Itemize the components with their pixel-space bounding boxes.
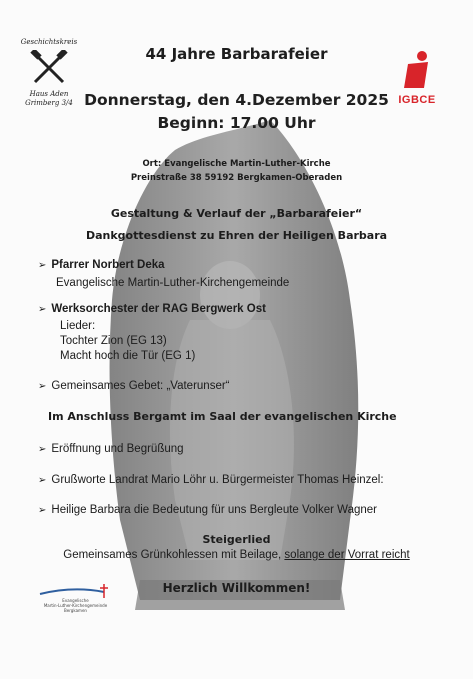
igbce-text: IGBCE <box>398 94 436 106</box>
program2-item-eroeffnung <box>38 443 184 455</box>
program2-item-eroeffnung-text: Eröffnung und Begrüßung <box>51 443 184 455</box>
arrow-right-icon: ➢ <box>38 505 47 516</box>
church-logo <box>38 584 113 620</box>
arrow-right-icon: ➢ <box>38 444 47 455</box>
program-item-pfarrer-sub: Evangelische Martin-Luther-Kirchengemeinde <box>56 277 290 289</box>
song-macht-hoch: Macht hoch die Tür (EG 1) <box>60 350 196 362</box>
program2-item-heilige-barbara-text: Heilige Barbara die Bedeutung für uns Bergleute Volker Wagner <box>51 504 377 516</box>
event-start-time: Beginn: 17.00 Uhr <box>157 114 316 132</box>
program-item-werksorchester-name: Werksorchester der RAG Bergwerk Ost <box>51 303 266 315</box>
arrow-right-icon: ➢ <box>38 260 47 271</box>
meal-text: Gemeinsames Grünkohlessen mit Beilage, <box>63 549 285 561</box>
meal-line <box>0 549 473 561</box>
steigerlied: Steigerlied <box>202 533 271 546</box>
program2-item-heilige-barbara <box>38 504 377 516</box>
song-tochter-zion: Tochter Zion (EG 13) <box>60 335 167 347</box>
arrow-right-icon: ➢ <box>38 381 47 392</box>
program-item-werksorchester <box>38 303 266 315</box>
section-subtitle-dankgottesdienst: Dankgottesdienst zu Ehren der Heiligen Barbara <box>85 229 388 242</box>
program2-item-grussworte-text: Grußworte Landrat Mario Löhr u. Bürgermeister Thomas Heinzel: <box>51 474 384 486</box>
event-date: Donnerstag, den 4.Dezember 2025 <box>84 91 389 109</box>
section-title-bergamt: Im Anschluss Bergamt im Saal der evangelischen Kirche <box>48 410 397 423</box>
section-title-gestaltung: Gestaltung & Verlauf der „Barbarafeier“ <box>110 207 363 220</box>
location-line1: Ort: Evangelische Martin-Luther-Kirche <box>142 159 331 169</box>
church-logo-line3: Bergkamen <box>64 608 87 613</box>
program-item-pfarrer <box>38 259 165 271</box>
arrow-right-icon: ➢ <box>38 475 47 486</box>
meal-underlined-text: solange der Vorrat reicht <box>284 549 410 561</box>
welcome-text: Herzlich Willkommen! <box>162 581 311 595</box>
logo-bottom-line1: Haus Aden <box>29 90 69 98</box>
event-title: 44 Jahre Barbarafeier <box>145 45 328 63</box>
arrow-right-icon: ➢ <box>38 304 47 315</box>
program-item-pfarrer-name: Pfarrer Norbert Deka <box>51 259 165 271</box>
location-line2: Preinstraße 38 59192 Bergkamen-Oberaden <box>130 173 343 183</box>
church-logo-line2: Martin-Luther-Kirchengemeinde <box>43 603 108 608</box>
program2-item-grussworte <box>38 474 384 486</box>
program-item-gebet-text: Gemeinsames Gebet: „Vaterunser“ <box>51 380 230 392</box>
program-item-gebet <box>38 380 230 392</box>
church-logo-line1: Evangelische <box>62 598 89 603</box>
logo-bottom-line2: Grimberg 3/4 <box>25 99 73 107</box>
lieder-label: Lieder: <box>60 320 96 332</box>
logo-top-text: Geschichtskreis <box>20 38 78 46</box>
church-cross-icon <box>38 584 113 598</box>
